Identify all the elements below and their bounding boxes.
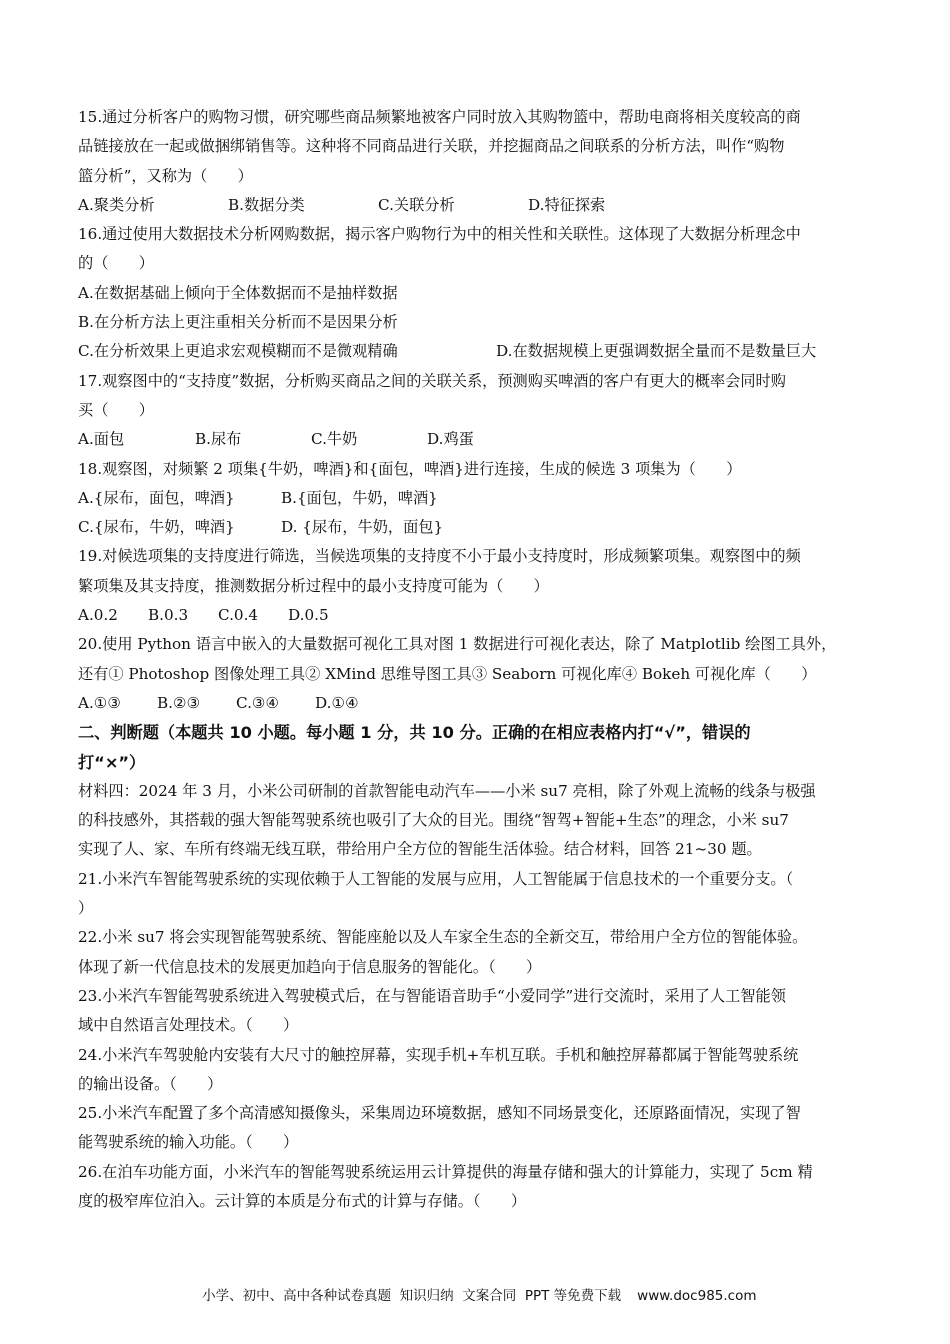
options-row — [78, 513, 874, 542]
question-16 — [78, 220, 874, 366]
option-b: B.{面包，牛奶，啤酒} — [281, 488, 438, 507]
question-text: 品链接放在一起或做捆绑销售等。这种将不同商品进行关联，并挖掘商品之间联系的分析方法，叫作“购物 — [78, 137, 785, 156]
option-a: A.0.2 — [78, 606, 118, 625]
judgment-questions — [78, 865, 874, 1217]
footer-text: 小学、初中、高中各种试卷真题 知识归纳 文案合同 PPT 等免费下载 — [202, 1288, 622, 1304]
question-21-text: ） — [78, 899, 94, 918]
question-text: 的（ ） — [78, 254, 154, 273]
question-text: 繁项集及其支持度，推测数据分析过程中的最小支持度可能为（ ） — [78, 576, 549, 595]
options-row — [78, 337, 874, 366]
option-b: B.尿布 — [195, 430, 242, 449]
option-b: B.数据分类 — [228, 195, 305, 214]
material-text: 的科技感外，其搭载的强大智能驾驶系统也吸引了大众的目光。围绕“智驾+智能+生态”的理念，小米 su7 — [78, 811, 789, 830]
question-text: 19.对候选项集的支持度进行筛选，当候选项集的支持度不小于最小支持度时，形成频繁项集。观察图中的频 — [78, 547, 801, 566]
question-23-text: 23.小米汽车智能驾驶系统进入驾驶模式后，在与智能语音助手“小爱同学”进行交流时，采用了人工智能领 — [78, 986, 786, 1005]
question-text: 17.观察图中的“支持度”数据，分析购买商品之间的关联关系，预测购买啤酒的客户有更大的概率会同时购 — [78, 371, 786, 390]
question-15 — [78, 103, 874, 220]
option-c: C.0.4 — [218, 606, 259, 625]
option-a: A.聚类分析 — [78, 195, 155, 214]
question-19 — [78, 542, 874, 630]
options-row — [78, 601, 874, 630]
material-text: 实现了人、家、车所有终端无线互联，带给用户全方位的智能生活体验。结合材料，回答 21~30 题。 — [78, 840, 762, 859]
option-c: C.③④ — [236, 693, 280, 712]
option-c: C.牛奶 — [311, 430, 358, 449]
footer-url: www.doc985.com — [637, 1288, 757, 1304]
material-text: 材料四：2024 年 3 月，小米公司研制的首款智能电动汽车——小米 su7 亮相，除了外观上流畅的线条与极强 — [78, 781, 816, 800]
question-20 — [78, 630, 874, 718]
question-text: 15.通过分析客户的购物习惯，研究哪些商品频繁地被客户同时放入其购物篮中，帮助电商将相关度较高的商 — [78, 108, 801, 126]
option-a: A.①③ — [78, 693, 122, 712]
question-24-text: 24.小米汽车驾驶舱内安装有大尺寸的触控屏幕，实现手机+车机互联。手机和触控屏幕都属于智能驾驶系统 — [78, 1045, 799, 1064]
option-d: D.①④ — [315, 693, 359, 712]
question-26-text: 26.在泊车功能方面，小米汽车的智能驾驶系统运用云计算提供的海量存储和强大的计算能力，实现了 5cm 精 — [78, 1162, 813, 1181]
question-text: 20.使用 Python 语言中嵌入的大量数据可视化工具对图 1 数据进行可视化表达，除了 Matplotlib 绘图工具外， — [78, 635, 837, 654]
question-18 — [78, 455, 874, 543]
option-d: D.鸡蛋 — [427, 430, 474, 449]
question-23-text: 域中自然语言处理技术。（ ） — [78, 1016, 299, 1035]
section-heading-text: 打“×”） — [78, 752, 146, 772]
options-row — [78, 689, 874, 718]
option-c: C.{尿布，牛奶，啤酒} — [78, 518, 235, 537]
option-c: C.在分析效果上更追求宏观模糊而不是微观精确 — [78, 342, 398, 361]
option-d: D.特征探索 — [528, 195, 606, 214]
question-text: 18.观察图，对频繁 2 项集{牛奶，啤酒}和{面包，啤酒}进行连接，生成的候选 3 项集为（ ） — [78, 459, 742, 478]
question-17 — [78, 367, 874, 455]
option-a: A.面包 — [78, 430, 125, 449]
question-text: 买（ ） — [78, 400, 154, 419]
section-2-heading — [78, 718, 874, 777]
page-footer — [0, 1268, 950, 1304]
question-24-text: 的输出设备。（ ） — [78, 1074, 223, 1093]
options-row — [78, 191, 874, 220]
material-4 — [78, 777, 874, 865]
question-25-text: 25.小米汽车配置了多个高清感知摄像头，采集周边环境数据，感知不同场景变化，还原路面情况，实现了智 — [78, 1104, 801, 1123]
option-b: B.在分析方法上更注重相关分析而不是因果分析 — [78, 313, 398, 332]
option-d: D. {尿布，牛奶，面包} — [281, 518, 444, 537]
option-b: B.0.3 — [148, 606, 189, 625]
question-text: 篮分析”，又称为（ ） — [78, 166, 253, 185]
option-b: B.②③ — [157, 693, 201, 712]
question-22-text: 体现了新一代信息技术的发展更加趋向于信息服务的智能化。（ ） — [78, 957, 542, 976]
section-heading-text: 二、判断题（本题共 10 小题。每小题 1 分，共 10 分。正确的在相应表格内打“√”，错误的 — [78, 723, 751, 743]
option-d: D.0.5 — [288, 606, 329, 625]
question-text: 16.通过使用大数据技术分析网购数据，揭示客户购物行为中的相关性和关联性。这体现了大数据分析理念中 — [78, 225, 801, 244]
option-a: A.{尿布，面包，啤酒} — [78, 488, 235, 507]
question-25-text: 能驾驶系统的输入功能。（ ） — [78, 1133, 299, 1152]
option-a: A.在数据基础上倾向于全体数据而不是抽样数据 — [78, 283, 398, 302]
options-row — [78, 425, 874, 454]
option-d: D.在数据规模上更强调数据全量而不是数量巨大 — [496, 342, 817, 361]
question-21-text: 21.小米汽车智能驾驶系统的实现依赖于人工智能的发展与应用，人工智能属于信息技术的一个重要分支。（ — [78, 869, 794, 888]
option-c: C.关联分析 — [378, 195, 455, 214]
options-row — [78, 484, 874, 513]
question-26-text: 度的极窄库位泊入。云计算的本质是分布式的计算与存储。（ ） — [78, 1191, 527, 1210]
exam-page — [78, 103, 874, 1216]
question-22-text: 22.小米 su7 将会实现智能驾驶系统、智能座舱以及人车家全生态的全新交互，带给用户全方位的智能体验。 — [78, 928, 808, 947]
question-text: 还有① Photoshop 图像处理工具② XMind 思维导图工具③ Seaborn 可视化库④ Bokeh 可视化库（ ） — [78, 664, 817, 683]
